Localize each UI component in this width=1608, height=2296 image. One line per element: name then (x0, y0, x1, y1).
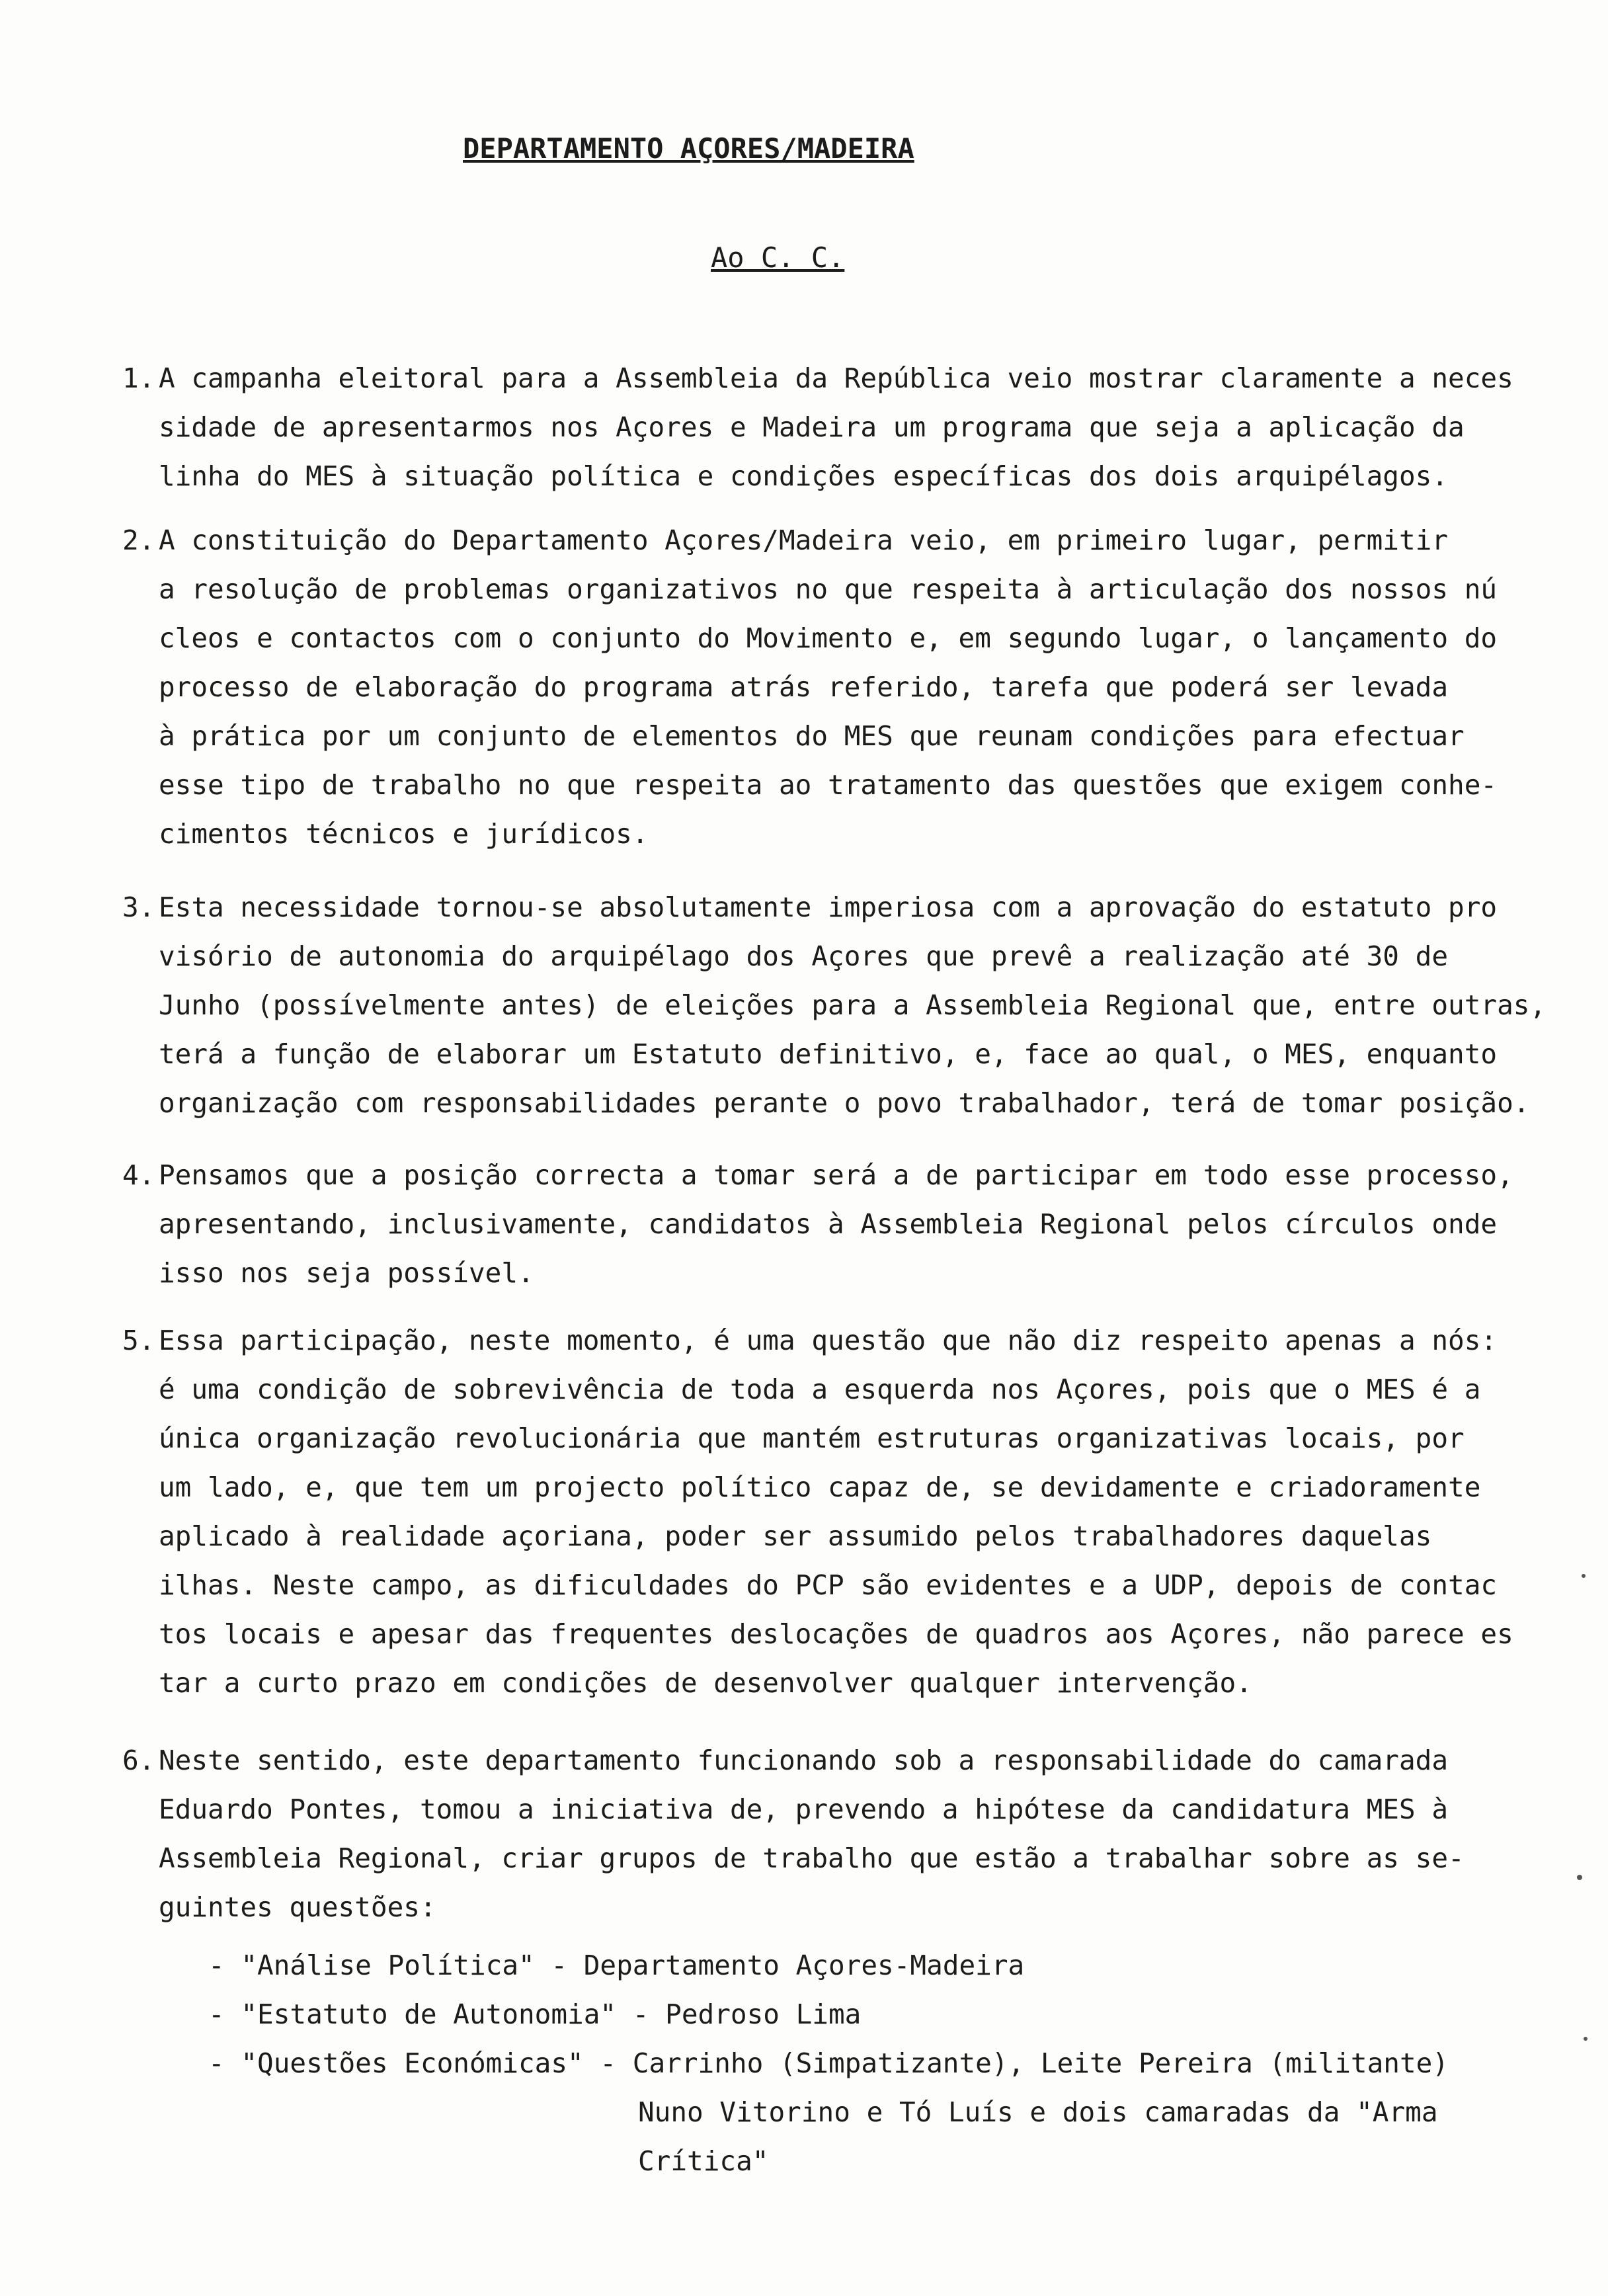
text-line: linha do MES à situação política e condições específicas dos dois arquipélagos. (159, 460, 1449, 492)
scan-speck (1584, 2037, 1588, 2041)
paragraph-1 (122, 354, 1564, 501)
list-item: - "Questões Económicas" - Carrinho (Simpatizante), Leite Pereira (militante) (208, 2047, 1449, 2079)
list-item-continuation: Crítica" (638, 2145, 769, 2177)
text-line: aplicado à realidade açoriana, poder ser assumido pelos trabalhadores daquelas (159, 1520, 1432, 1552)
text-line: a resolução de problemas organizativos no que respeita à articulação dos nossos nú (159, 573, 1498, 605)
text-line: cimentos técnicos e jurídicos. (159, 818, 649, 850)
text-line: cleos e contactos com o conjunto do Movimento e, em segundo lugar, o lançamento do (159, 622, 1498, 654)
text-line: Assembleia Regional, criar grupos de trabalho que estão a trabalhar sobre as se- (159, 1842, 1465, 1874)
document-heading: DEPARTAMENTO AÇORES/MADEIRA (463, 132, 914, 165)
paragraph-number: 5. (122, 1325, 155, 1356)
list-item: - "Estatuto de Autonomia" - Pedroso Lima (208, 1998, 862, 2030)
text-line: A campanha eleitoral para a Assembleia da República veio mostrar claramente a neces (159, 362, 1513, 394)
list-item-continuation: Nuno Vitorino e Tó Luís e dois camaradas da "Arma (638, 2096, 1438, 2128)
text-line: única organização revolucionária que mantém estruturas organizativas locais, por (159, 1422, 1465, 1454)
text-line: Essa participação, neste momento, é uma questão que não diz respeito apenas a nós: (159, 1325, 1498, 1356)
text-line: isso nos seja possível. (159, 1257, 534, 1289)
paragraph-number: 2. (122, 524, 155, 556)
text-line: A constituição do Departamento Açores/Madeira veio, em primeiro lugar, permitir (159, 524, 1449, 556)
text-line: organização com responsabilidades perante o povo trabalhador, terá de tomar posição. (159, 1087, 1530, 1119)
text-line: esse tipo de trabalho no que respeita ao tratamento das questões que exigem conhe- (159, 769, 1498, 801)
text-line: à prática por um conjunto de elementos do MES que reunam condições para efectuar (159, 720, 1465, 752)
text-line: sidade de apresentarmos nos Açores e Madeira um programa que seja a aplicação da (159, 411, 1465, 443)
text-line: tar a curto prazo em condições de desenvolver qualquer intervenção. (159, 1667, 1252, 1699)
paragraph-5 (122, 1316, 1564, 1707)
scan-speck (1577, 1875, 1582, 1880)
text-line: tos locais e apesar das frequentes deslocações de quadros aos Açores, não parece es (159, 1618, 1513, 1650)
text-line: Esta necessidade tornou-se absolutamente imperiosa com a aprovação do estatuto pro (159, 891, 1498, 923)
paragraph-number: 6. (122, 1744, 155, 1776)
text-line: terá a função de elaborar um Estatuto definitivo, e, face ao qual, o MES, enquanto (159, 1038, 1498, 1070)
text-line: Junho (possívelmente antes) de eleições para a Assembleia Regional que, entre outras, (159, 989, 1547, 1021)
text-line: guintes questões: (159, 1891, 436, 1923)
text-line: Pensamos que a posição correcta a tomar será a de participar em todo esse processo, (159, 1159, 1513, 1191)
list-item: - "Análise Política" - Departamento Açores-Madeira (208, 1949, 1025, 1981)
paragraph-3 (122, 883, 1564, 1128)
text-line: processo de elaboração do programa atrás referido, tarefa que poderá ser levada (159, 671, 1449, 703)
addressee: Ao C. C. (711, 241, 845, 274)
text-line: ilhas. Neste campo, as dificuldades do PCP são evidentes e a UDP, depois de contac (159, 1569, 1498, 1601)
paragraph-2 (122, 516, 1564, 858)
text-line: é uma condição de sobrevivência de toda a esquerda nos Açores, pois que o MES é a (159, 1374, 1481, 1405)
paragraph-4 (122, 1151, 1564, 1297)
text-line: apresentando, inclusivamente, candidatos à Assembleia Regional pelos círculos onde (159, 1208, 1498, 1240)
text-line: um lado, e, que tem um projecto político capaz de, se devidamente e criadoramente (159, 1471, 1481, 1503)
text-line: Neste sentido, este departamento funcionando sob a responsabilidade do camarada (159, 1744, 1449, 1776)
text-line: visório de autonomia do arquipélago dos Açores que prevê a realização até 30 de (159, 940, 1449, 972)
paragraph-number: 1. (122, 362, 155, 394)
paragraph-number: 4. (122, 1159, 155, 1191)
text-line: Eduardo Pontes, tomou a iniciativa de, prevendo a hipótese da candidatura MES à (159, 1793, 1449, 1825)
scan-speck (1582, 1574, 1586, 1578)
paragraph-6 (122, 1736, 1564, 1932)
work-groups-list (208, 1941, 1449, 2186)
paragraph-number: 3. (122, 891, 155, 923)
